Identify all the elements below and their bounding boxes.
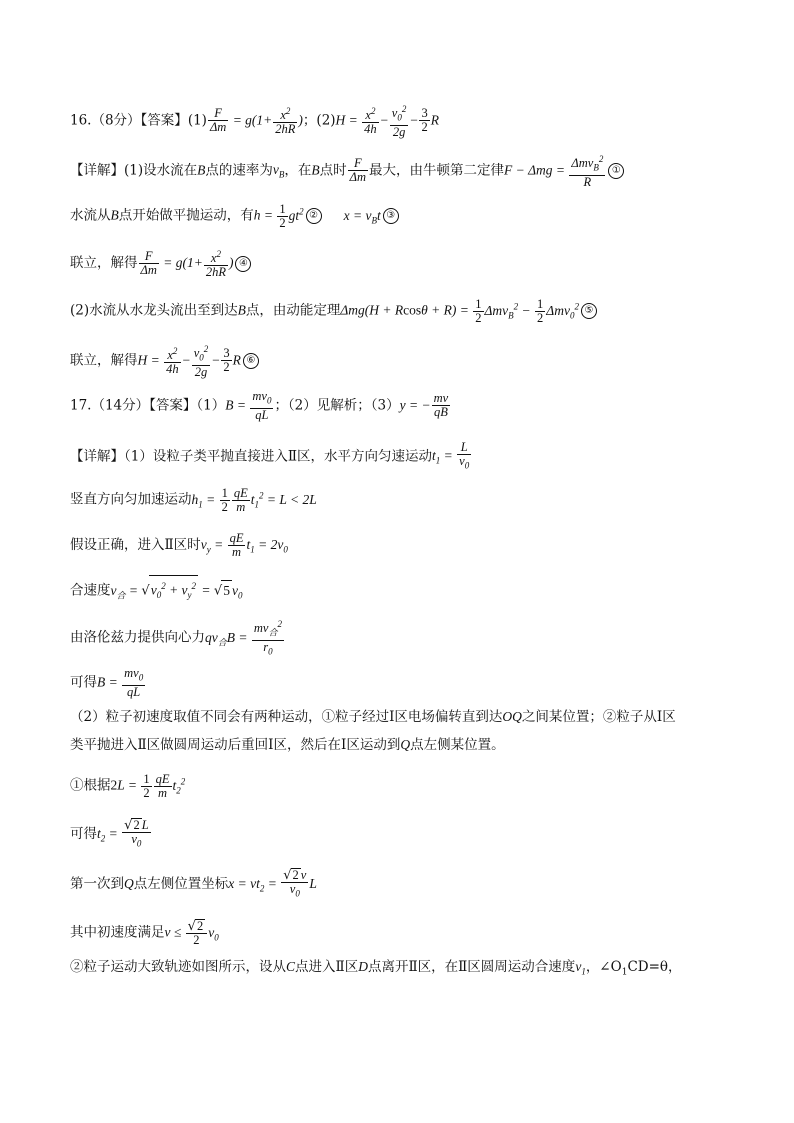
q16-part2-line: (2)水流从水龙头流出至到达B点，由动能定理Δmg(H + Rcosθ + R) = $\frac{1}{2}$ Δmv$_B^2$ − $\frac{1}{2}$ Δmv$_0^2$ ⑤ [70, 296, 597, 325]
q17-case2-line: ②粒子运动大致轨迹如图所示，设从C点进入Ⅱ区D点离开Ⅱ区，在Ⅱ区圆周运动合速度$v_1$，$\angle O_1CD=\theta$， [70, 959, 682, 978]
q16-flow-line: 水流从B点开始做平抛运动，有h = $\frac{1}{2}$ $gt^2$ ② $x = v_Bt$ ③ [70, 201, 399, 230]
fraction: $\frac{x^2}{2hR}$ [275, 106, 296, 137]
q16-answer-line: 16.（8分）【答案】(1) $\frac{F}{\Delta m}$ = g(1+ $\frac{x^2}{2hR}$ )；(2)H = $\frac{x^2}{4h}$ − $\frac{v_0^2}{2g}$ − $\frac{3}{2}$ R [70, 104, 439, 139]
fraction: $\frac{F}{\Delta m}$ [209, 106, 227, 135]
q17-vertical-line: 竖直方向匀加速运动$h_1$ = $\frac{1}{2}$ $\frac{qE}{m}$ $t_1^2 = L < 2L$ [70, 485, 317, 514]
q17-detail-line1: 【详解】（1）设粒子类平抛直接进入Ⅱ区，水平方向匀速运动$t_1$ = $\frac{L}{v_0}$ [70, 440, 470, 471]
q17-result-t2-line: 可得$t_2$ = $\frac{√2 L}{v_0}$ [70, 818, 149, 849]
mark-2: ② [306, 208, 322, 224]
q17-part2-line1: （2）粒子初速度取值不同会有两种运动，①粒子经过Ⅰ区电场偏转直到达OQ之间某位置；②粒子从Ⅰ区 [70, 709, 676, 725]
q16-combine-line: 联立，解得 $\frac{F}{\Delta m}$ = g(1+ $\frac{x^2}{2hR}$ ) ④ [70, 248, 251, 279]
q16-head: 16.（8分）【答案】 [70, 112, 188, 129]
q17-part2-line2: 类平抛进入Ⅱ区做圆周运动后重回Ⅰ区，然后在Ⅰ区运动到Q点左侧某位置。 [70, 737, 505, 753]
q17-velocity-line: 合速度$v_合 = √v_0^2 + v_y^2 = √5$ $v_0$ [70, 575, 242, 605]
mark-3: ③ [383, 208, 399, 224]
mark-1: ① [608, 163, 624, 179]
q17-first-q-line: 第一次到Q点左侧位置坐标$x = vt_2$ = $\frac{√2 v}{v_0}$ L [70, 868, 317, 899]
q17-lorentz-line: 由洛伦兹力提供向心力$qv_合B$ = $mv_合^2$ $r_0$ [70, 619, 282, 657]
q17-condition-line: 其中初速度满足v ≤ $\frac{√2}{2}$ $v_0$ [70, 919, 219, 947]
q17-head: 17.（14分）【答案】 [70, 397, 197, 414]
q16-detail-line1: 【详解】(1)设水流在B点的速率为$v_B$，在B点时 $\frac{F}{\Delta m}$ 最大，由牛顿第二定律F − Δmg = Δmv$_B^2$ R ① [70, 153, 624, 189]
q17-case1-line: ①根据2L = $\frac{1}{2}$ $\frac{qE}{m}$ $t_2^2$ [70, 771, 186, 800]
q17-answer-line: 17.（14分）【答案】（1）B = $\frac{mv_0}{qL}$ ；（2）见解析；（3）y = − $\frac{mv}{qB}$ [70, 389, 449, 422]
q17-result-b-line: 可得B = $\frac{mv_0}{qL}$ [70, 666, 144, 699]
q16-combine2-line: 联立，解得H = $\frac{x^2}{4h}$ − $\frac{v_0^2}{2g}$ − $\frac{3}{2}$ R ⑥ [70, 343, 259, 379]
mark-4: ④ [235, 256, 251, 272]
mark-5: ⑤ [581, 303, 597, 319]
mark-6: ⑥ [243, 353, 259, 369]
q17-assume-line: 假设正确，进入Ⅱ区时$v_y$ = $\frac{qE}{m}$ $t_1 = 2v_0$ [70, 531, 288, 559]
